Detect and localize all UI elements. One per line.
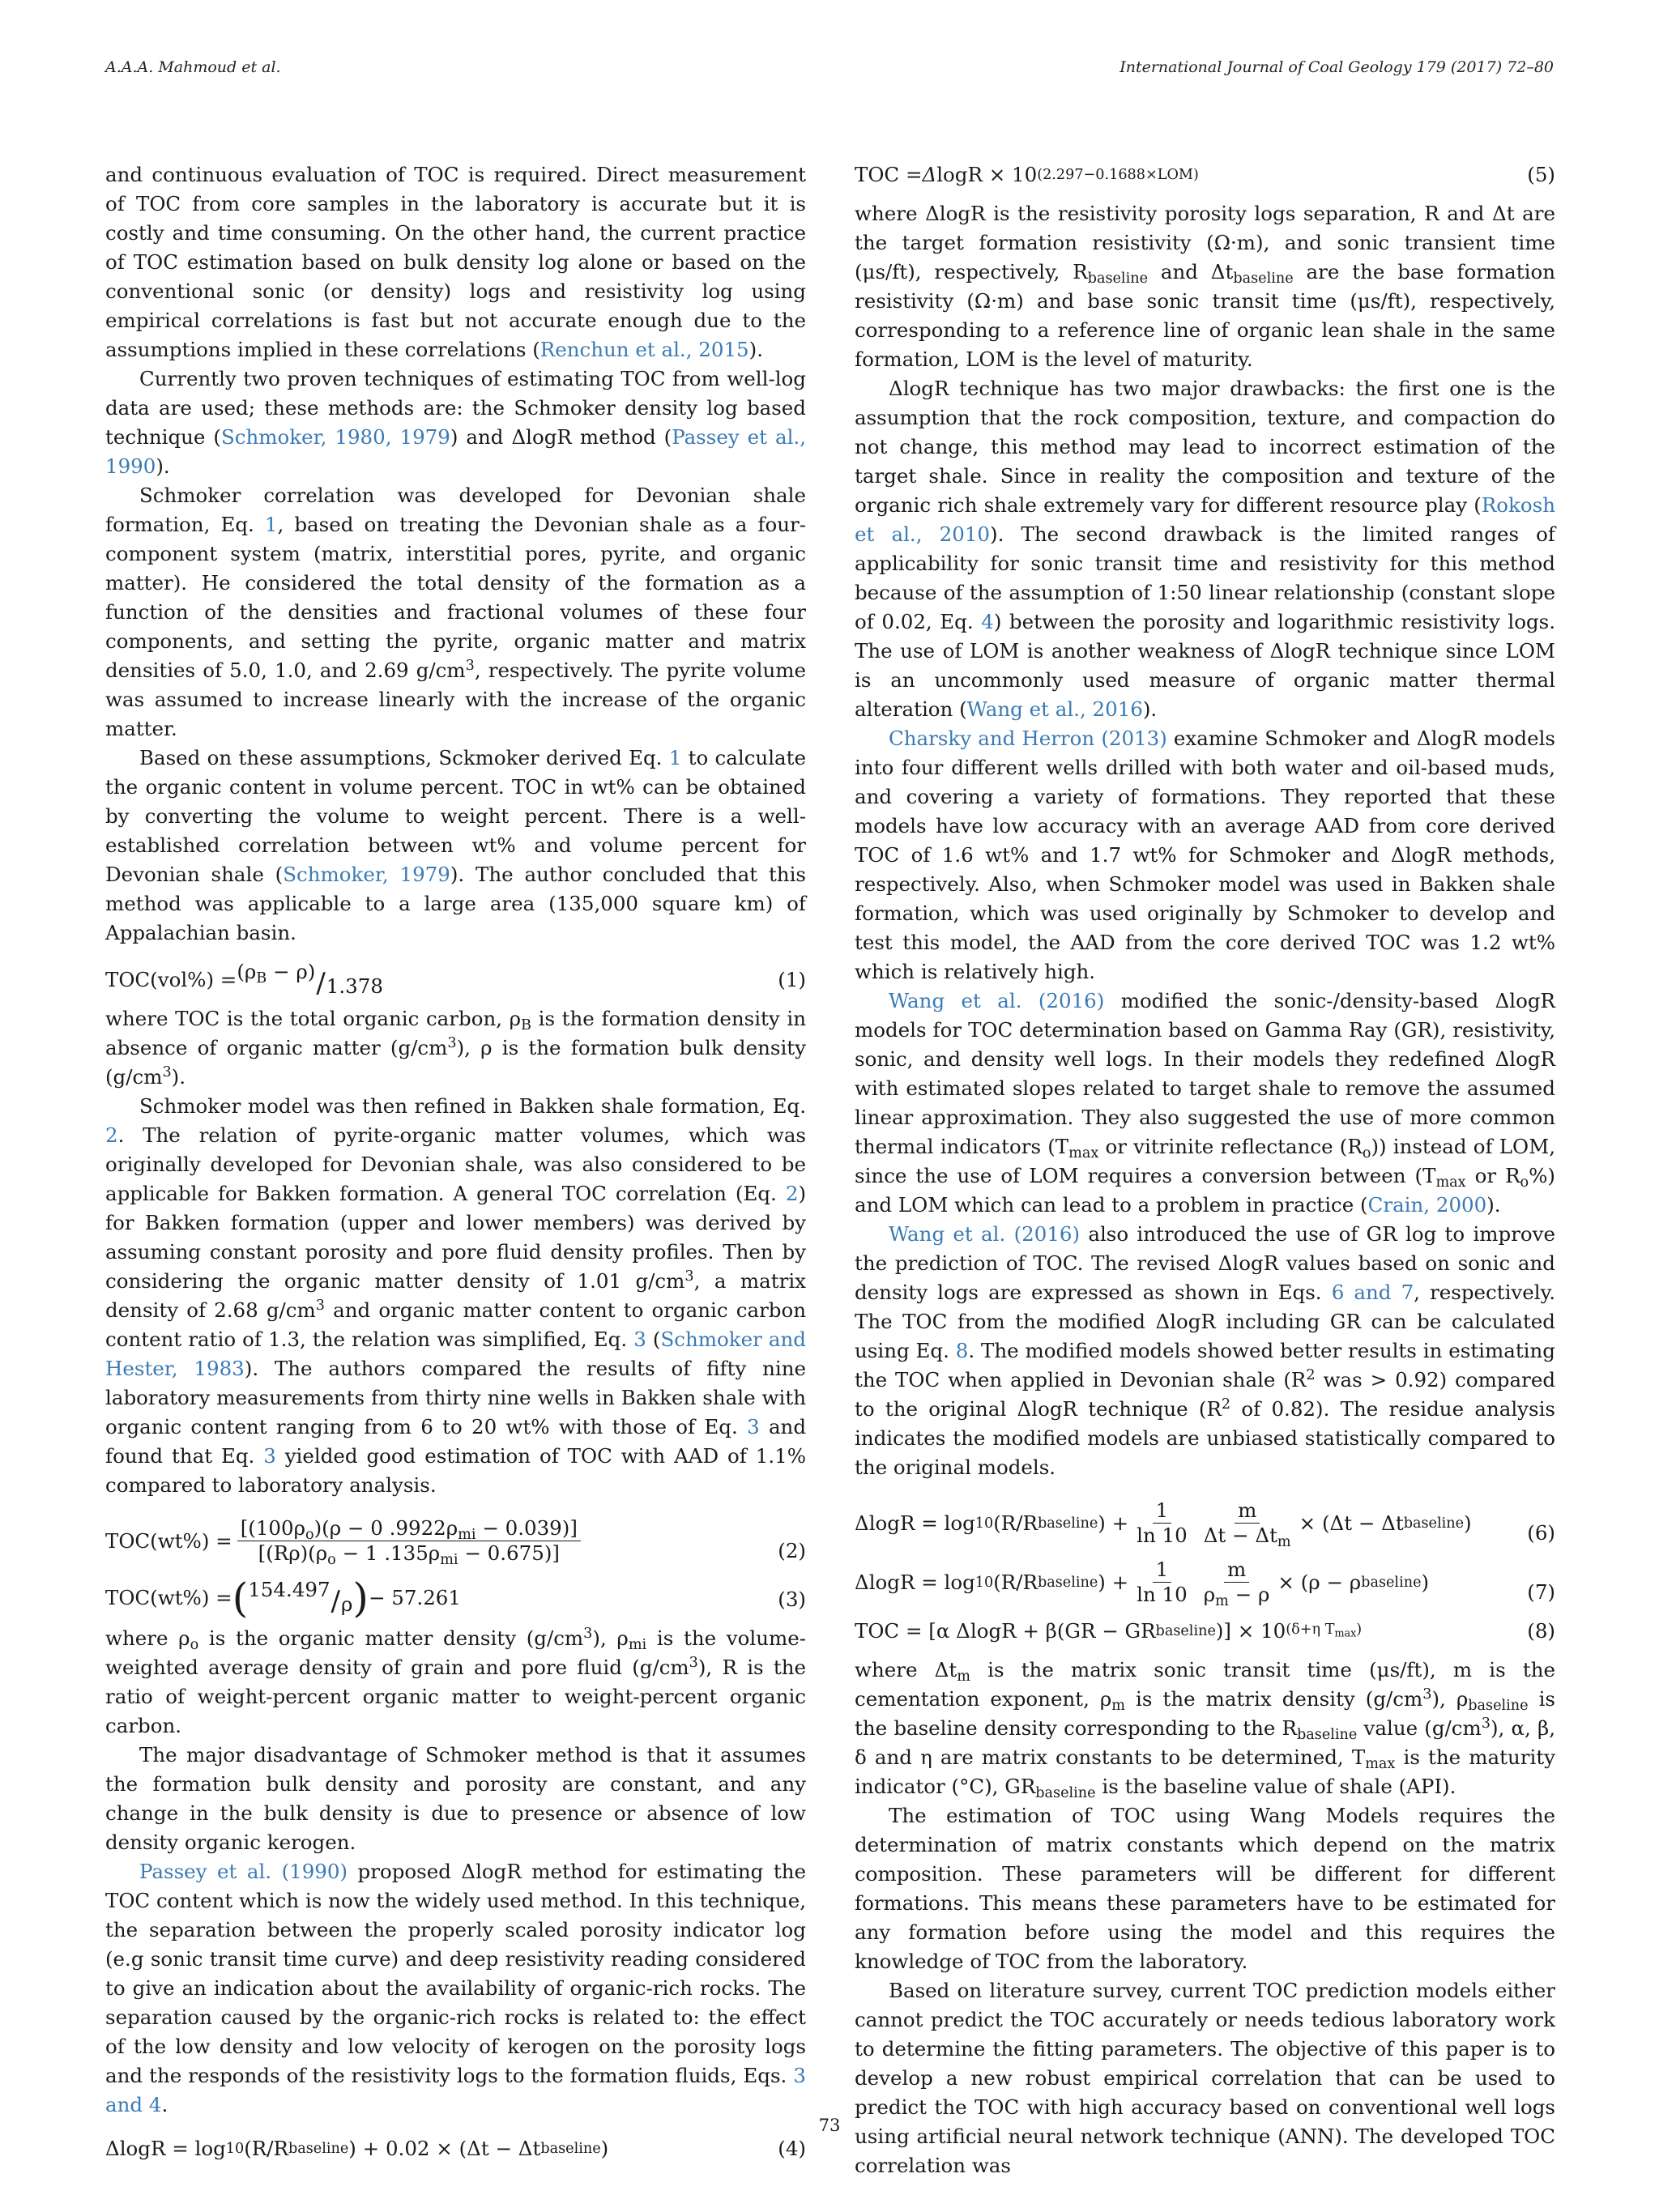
paragraph: Charsky and Herron (2013) examine Schmoker and ΔlogR models into four different wells drilled with both water and oil-based muds, and covering a variety of formations. They reported that these models have low accuracy with an average AAD from core derived TOC of 1.6 wt% and 1.7 wt% for Schmoker and ΔlogR methods, respectively. Also, when Schmoker model was used in Bakken shale formation, which was used originally by Schmoker to develop and test this model, the AAD from the core derived TOC was 1.2 wt% which is relatively high.	[855, 727, 1555, 983]
citation-link[interactable]: Wang et al. (2016)	[889, 1222, 1081, 1246]
equation-ref-link[interactable]: 3	[747, 1415, 760, 1438]
equation-ref-link[interactable]: 3 and 4	[105, 2064, 806, 2116]
equation-number: (4)	[778, 2137, 806, 2160]
paragraph: The major disadvantage of Schmoker method is that it assumes the formation bulk density and porosity are constant, and any change in the bulk density is due to presence or absence of low density organic kerogen.	[105, 1743, 806, 1854]
equation-ref-link[interactable]: 8	[955, 1339, 969, 1362]
paragraph: Based on these assumptions, Sckmoker derived Eq. 1 to calculate the organic content in volume percent. TOC in wt% can be obtained by converting the volume to weight percent. There is a well-established correlation between wt% and volume percent for Devonian shale (Schmoker, 1979). The author concluded that this method was applicable to a large area (135,000 square km) of Appalachian basin.	[105, 746, 807, 944]
citation-link[interactable]: Renchun et al., 2015	[539, 338, 749, 361]
equation-6: ΔlogR = log 10 (R/R baseline ) + $\frac{1}{\ln 10}$ $\frac{m}{\Delta t - \Delta t_m}$ × (Δt − Δt baseline ) (6)	[855, 1498, 1555, 1550]
equation-ref-link[interactable]: 1	[264, 513, 278, 536]
citation-link[interactable]: Schmoker, 1980, 1979	[220, 425, 450, 449]
equation-8: TOC = [α ΔlogR + β(GR − GR baseline )] × 10 (δ+η $T_{max}$) (8)	[855, 1617, 1555, 1646]
paragraph: ΔlogR technique has two major drawbacks: the first one is the assumption that the rock composition, texture, and compaction do not change, this method may lead to incorrect estimation of the target shale. Since in reality the composition and texture of the organic rich shale extremely vary for different resource play (Rokosh et al., 2010). The second drawback is the limited ranges of applicability for sonic transit time and resistivity for this method because of the assumption of 1:50 linear relationship (constant slope of 0.02, Eq. 4) between the porosity and logarithmic resistivity logs. The use of LOM is another weakness of ΔlogR technique since LOM is an uncommonly used measure of organic matter thermal alteration (Wang et al., 2016).	[855, 377, 1555, 721]
citation-link[interactable]: Schmoker, 1979	[283, 863, 450, 886]
paragraph: where $\rho_o$ is the organic matter density $(g/cm^3)$, $\rho_{mi}$ is the volume-weighted average density of grain and pore fluid $(g/cm^3)$, R is the ratio of weight-percent organic matter to weight-percent organic carbon.	[105, 1626, 806, 1737]
equation-3: TOC(wt%) = ( 154.497 / ρ ) − 57.261 (3)	[105, 1575, 806, 1622]
equation-1: TOC(vol%) = $(\rho_B - \rho)$ / 1.378 (1)	[105, 960, 806, 999]
equation-number: (2)	[778, 1539, 806, 1562]
citation-link[interactable]: Passey et al., 1990	[105, 425, 806, 478]
equation-2: TOC(wt%) = $\frac{[(100\rho_o)(\rho - 0 .9922\rho_{mi} - 0.039)]}{[(R\rho)(\rho_o - 1 .135\rho_{mi} - 0.675)]}$ (2)	[105, 1516, 806, 1568]
right-column	[855, 160, 1555, 2180]
paragraph: Schmoker model was then refined in Bakken shale formation, Eq. 2. The relation of pyrite-organic matter volumes, which was originally developed for Devonian shale, was also considered to be applicable for Bakken formation. A general TOC correlation (Eq. 2) for Bakken formation (upper and lower members) was derived by assuming constant porosity and pore fluid density profiles. Then by considering the organic matter density of 1.01 $g/cm^3$, a matrix density of 2.68 $g/cm^3$ and organic matter content to organic carbon content ratio of 1.3, the relation was simplified, Eq. 3 (Schmoker and Hester, 1983). The authors compared the results of fifty nine laboratory measurements from thirty nine wells in Bakken shale with organic content ranging from 6 to 20 wt% with those of Eq. 3 and found that Eq. 3 yielded good estimation of TOC with AAD of 1.1% compared to laboratory analysis.	[105, 1094, 807, 1497]
citation-link[interactable]: Wang et al. (2016)	[889, 989, 1105, 1012]
paragraph: where TOC is the total organic carbon, $\rho_B$ is the formation density in absence of organic matter $(g/cm^3)$, ρ is the formation bulk density $(g/cm^3)$.	[105, 1007, 806, 1089]
paragraph: Schmoker correlation was developed for Devonian shale formation, Eq. 1, based on treating the Devonian shale as a four-component system (matrix, interstitial pores, pyrite, and organic matter). He considered the total density of the formation as a function of the densities and fractional volumes of these four components, and setting the pyrite, organic matter and matrix densities of 5.0, 1.0, and 2.69 $g/cm^3$, respectively. The pyrite volume was assumed to increase linearly with the increase of the organic matter.	[105, 484, 806, 740]
equation-ref-link[interactable]: 1	[668, 746, 682, 769]
equation-number: (6)	[1527, 1521, 1555, 1545]
running-head-authors: A.A.A. Mahmoud et al.	[105, 58, 281, 76]
equation-4: ΔlogR = log 10 (R/R baseline ) + 0.02 × (Δt − Δt baseline ) (4)	[105, 2134, 806, 2163]
equation-ref-link[interactable]: 2	[785, 1182, 799, 1205]
equation-number: (3)	[778, 1588, 806, 1611]
equation-5: TOC = Δ logR × 10 (2.297−0.1688×LOM) (5)	[855, 160, 1555, 190]
equation-number: (7)	[1527, 1580, 1555, 1604]
paragraph: Based on literature survey, current TOC prediction models either cannot predict the TOC accurately or needs tedious laboratory work to determine the fitting parameters. The objective of this paper is to develop a new robust empirical correlation that can be used to predict the TOC with high accuracy based on conventional well logs using artificial neural network technique (ANN). The developed TOC correlation was	[855, 1979, 1555, 2177]
paragraph: where $\Delta t_m$ is the matrix sonic transit time (μs/ft), m is the cementation exponent, $\rho_m$ is the matrix density $(g/cm^3)$, $\rho_{baseline}$ is the baseline density corresponding to the $R_{baseline}$ value $(g/cm^3)$, α, β, δ and η are matrix constants to be determined, $T_{max}$ is the maturity indicator (°C), $GR_{baseline}$ is the baseline value of shale (API).	[855, 1658, 1556, 1801]
running-head-journal: International Journal of Coal Geology 179 (2017) 72–80	[1120, 58, 1554, 76]
equation-ref-link[interactable]: 2	[105, 1123, 118, 1147]
equation-7: ΔlogR = log 10 (R/R baseline ) + $\frac{1}{\ln 10}$ $\frac{m}{\rho_m - \rho}$ × (ρ − ρ baseline ) (7)	[855, 1558, 1555, 1609]
equation-number: (5)	[1527, 163, 1555, 186]
equation-ref-link[interactable]: 3	[633, 1328, 646, 1351]
citation-link[interactable]: Rokosh et al., 2010	[855, 493, 1555, 546]
left-column	[105, 160, 806, 2173]
page-number: 73	[818, 2116, 841, 2135]
equation-number: (8)	[1527, 1619, 1555, 1643]
paragraph: Currently two proven techniques of estimating TOC from well-log data are used; these methods are: the Schmoker density log based technique (Schmoker, 1980, 1979) and ΔlogR method (Passey et al., 1990).	[105, 367, 806, 478]
paragraph: Wang et al. (2016) also introduced the use of GR log to improve the prediction of TOC. The revised ΔlogR values based on sonic and density logs are expressed as shown in Eqs. 6 and 7, respectively. The TOC from the modified ΔlogR including GR can be calculated using Eq. 8. The modified models showed better results in estimating the TOC when applied in Devonian shale ($R^2$ was > 0.92) compared to the original ΔlogR technique ($R^2$ of 0.82). The residue analysis indicates the modified models are unbiased statistically compared to the original models.	[855, 1222, 1556, 1479]
paragraph: The estimation of TOC using Wang Models requires the determination of matrix constants which depend on the matrix composition. These parameters will be different for different formations. This means these parameters have to be estimated for any formation before using the model and this requires the knowledge of TOC from the laboratory.	[855, 1804, 1555, 1973]
paragraph: Passey et al. (1990) proposed ΔlogR method for estimating the TOC content which is now the widely used method. In this technique, the separation between the properly scaled porosity indicator log (e.g sonic transit time curve) and deep resistivity reading considered to give an indication about the availability of organic-rich rocks. The separation caused by the organic-rich rocks is related to: the effect of the low density and low velocity of kerogen on the porosity logs and the responds of the resistivity logs to the formation fluids, Eqs. 3 and 4.	[105, 1860, 806, 2116]
equation-ref-link[interactable]: 3	[263, 1444, 276, 1468]
paragraph: where ΔlogR is the resistivity porosity logs separation, R and Δt are the target formation resistivity (Ω·m), and sonic transient time (μs/ft), respectively, $R_{baseline}$ and $\Delta t_{baseline}$ are the base formation resistivity (Ω·m) and base sonic transit time (μs/ft), respectively, corresponding to a reference line of organic lean shale in the same formation, LOM is the level of maturity.	[855, 202, 1556, 371]
equation-ref-link[interactable]: 6 and 7	[1331, 1281, 1414, 1304]
citation-link[interactable]: Wang et al., 2016	[966, 697, 1143, 721]
citation-link[interactable]: Schmoker and Hester, 1983	[105, 1328, 806, 1380]
equation-number: (1)	[778, 968, 806, 991]
paragraph: and continuous evaluation of TOC is required. Direct measurement of TOC from core samples in the laboratory is accurate but it is costly and time consuming. On the other hand, the current practice of TOC estimation based on bulk density log alone or based on the conventional sonic (or density) logs and resistivity log using empirical correlations is fast but not accurate enough due to the assumptions implied in these correlations (Renchun et al., 2015).	[105, 163, 806, 361]
equation-ref-link[interactable]: 4	[981, 610, 994, 633]
citation-link[interactable]: Crain, 2000	[1367, 1193, 1487, 1217]
paragraph: Wang et al. (2016) modified the sonic-/density-based ΔlogR models for TOC determination based on Gamma Ray (GR), resistivity, sonic, and density well logs. In their models they redefined ΔlogR with estimated slopes related to target shale to remove the assumed linear approximation. They also suggested the use of more common thermal indicators ($T_{max}$ or vitrinite reflectance $(R_o)$) instead of LOM, since the use of LOM requires a conversion between ($T_{max}$ or $R_o\%$) and LOM which can lead to a problem in practice (Crain, 2000).	[855, 989, 1556, 1217]
citation-link[interactable]: Passey et al. (1990)	[139, 1860, 348, 1883]
citation-link[interactable]: Charsky and Herron (2013)	[889, 727, 1167, 750]
